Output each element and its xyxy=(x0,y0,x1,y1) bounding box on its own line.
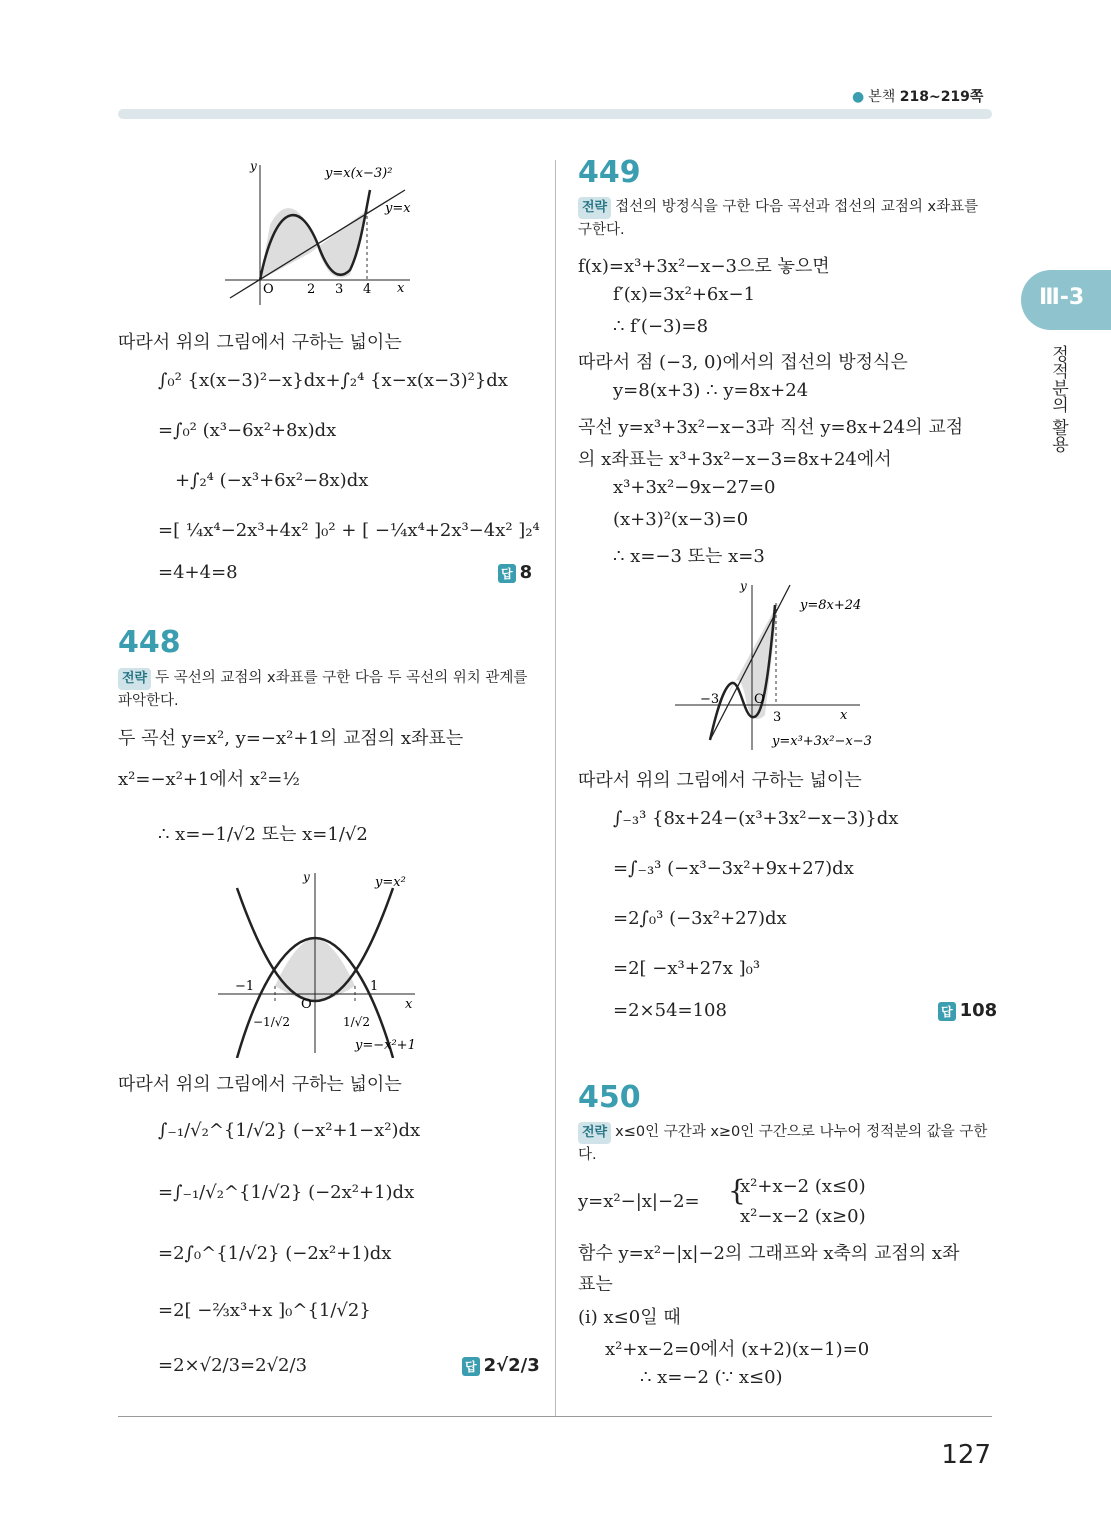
answer-value: 8 xyxy=(519,562,533,583)
strategy-text: 접선의 방정식을 구한 다음 곡선과 접선의 교점의 x좌표를 구한다. xyxy=(578,199,979,238)
p449-calc-1: ∫₋₃³ {8x+24−(x³+3x²−x−3)}dx xyxy=(613,808,899,829)
graph449-minus-three: −3 xyxy=(700,692,720,707)
graph448-x-axis: x xyxy=(405,997,413,1012)
p448-calc-4: =2[ −⅔x³+x ]₀^{1/√2} xyxy=(158,1300,371,1321)
strategy-tag: 전략 xyxy=(118,668,151,690)
graph449-y-axis: y xyxy=(740,579,747,593)
calc-447-4: =[ ¼x⁴−2x³+4x² ]₀² + [ −¼x⁴+2x³−4x² ]₂⁴ xyxy=(158,520,540,541)
p449-line-10: ∴ x=−3 또는 x=3 xyxy=(613,546,765,567)
p449-line-4: 따라서 점 (−3, 0)에서의 접선의 방정식은 xyxy=(578,352,908,373)
intro-448: 따라서 위의 그림에서 구하는 넓이는 xyxy=(118,1074,402,1095)
graph1-line-label: y=x xyxy=(385,201,411,216)
graph448-minus-one: −1 xyxy=(235,979,255,994)
p450-piece-lhs: y=x²−|x|−2= xyxy=(578,1191,700,1212)
chapter-label: Ⅲ-3 xyxy=(1039,285,1085,310)
strategy-tag: 전략 xyxy=(578,1122,611,1144)
graph448-origin: O xyxy=(301,997,312,1012)
graph449-origin: O xyxy=(754,692,765,707)
graph449-plus-three: 3 xyxy=(773,710,782,725)
brace: { xyxy=(728,1174,746,1207)
graph1-curve-label: y=x(x−3)² xyxy=(325,166,393,181)
p450-piece-1: x²+x−2 (x≤0) xyxy=(740,1176,866,1197)
p449-line-7: 의 x좌표는 x³+3x²−x−3=8x+24에서 xyxy=(578,449,892,470)
answer-tag: 답 xyxy=(462,1357,480,1376)
graph1-tick-4: 4 xyxy=(363,282,372,297)
p449-line-5: y=8(x+3) ∴ y=8x+24 xyxy=(613,380,809,401)
calc-447-3: +∫₂⁴ (−x³+6x²−8x)dx xyxy=(175,470,369,491)
p449-line-1: f(x)=x³+3x²−x−3으로 놓으면 xyxy=(578,256,830,277)
answer-tag: 답 xyxy=(498,564,516,583)
answer-447 xyxy=(498,562,532,583)
answer-tag: 답 xyxy=(938,1002,956,1021)
graph-449 xyxy=(670,575,910,755)
graph-448 xyxy=(215,868,440,1058)
book-reference: ● 본책 218~219쪽 xyxy=(852,89,984,105)
p450-line-2: 표는 xyxy=(578,1274,613,1295)
answer-448 xyxy=(462,1355,540,1376)
p450-piece-2: x²−x−2 (x≥0) xyxy=(740,1206,866,1227)
answer-449 xyxy=(938,1000,997,1021)
column-divider xyxy=(555,160,556,1416)
graph448-plus-one: 1 xyxy=(370,979,379,994)
p448-line-3: ∴ x=−1/√2 또는 x=1/√2 xyxy=(158,824,368,845)
p449-calc-3: =2∫₀³ (−3x²+27)dx xyxy=(613,908,787,929)
calc-447-2: =∫₀² (x³−6x²+8x)dx xyxy=(158,420,337,441)
graph448-y-axis: y xyxy=(303,870,310,884)
book-pages: 218~219쪽 xyxy=(899,89,984,105)
intro-449: 따라서 위의 그림에서 구하는 넓이는 xyxy=(578,770,862,791)
calc-447-5: =4+4=8 xyxy=(158,562,238,583)
p450-line-5: ∴ x=−2 (∵ x≤0) xyxy=(640,1367,783,1388)
graph449-x-axis: x xyxy=(840,708,848,723)
p449-line-8: x³+3x²−9x−27=0 xyxy=(613,477,776,498)
p449-calc-5: =2×54=108 xyxy=(613,1000,727,1021)
chapter-title: 정적분의 활용 xyxy=(1048,345,1068,453)
graph448-bottom-label: y=−x²+1 xyxy=(355,1038,416,1053)
graph1-y-axis: y xyxy=(250,159,257,173)
p449-calc-4: =2[ −x³+27x ]₀³ xyxy=(613,958,761,979)
graph1-origin: O xyxy=(263,282,274,297)
problem-448-strategy xyxy=(118,667,536,712)
p450-line-4: x²+x−2=0에서 (x+2)(x−1)=0 xyxy=(605,1339,870,1360)
p449-line-2: f′(x)=3x²+6x−1 xyxy=(613,284,756,305)
strategy-text: x≤0인 구간과 x≥0인 구간으로 나누어 정적분의 값을 구한다. xyxy=(578,1124,988,1163)
p448-calc-1: ∫₋₁/√₂^{1/√2} (−x²+1−x²)dx xyxy=(158,1120,421,1141)
problem-450-number: 450 xyxy=(578,1080,641,1115)
graph448-minus-frac: −1/√2 xyxy=(253,1015,291,1029)
p449-calc-2: =∫₋₃³ (−x³−3x²+9x+27)dx xyxy=(613,858,854,879)
answer-value: 2√2/3 xyxy=(483,1355,540,1376)
graph-447 xyxy=(225,155,425,305)
graph448-plus-frac: 1/√2 xyxy=(343,1015,370,1029)
problem-448-number: 448 xyxy=(118,625,181,660)
book-label: 본책 xyxy=(868,89,896,105)
p450-line-1: 함수 y=x²−|x|−2의 그래프와 x축의 교점의 x좌 xyxy=(578,1243,960,1264)
strategy-tag: 전략 xyxy=(578,197,611,219)
graph449-line-label: y=8x+24 xyxy=(800,598,862,613)
p450-line-3: (i) x≤0일 때 xyxy=(578,1307,681,1328)
p448-calc-3: =2∫₀^{1/√2} (−2x²+1)dx xyxy=(158,1243,392,1264)
p448-line-2: x²=−x²+1에서 x²=½ xyxy=(118,769,300,790)
p449-line-6: 곡선 y=x³+3x²−x−3과 직선 y=8x+24의 교점 xyxy=(578,417,964,438)
calc-447-1: ∫₀² {x(x−3)²−x}dx+∫₂⁴ {x−x(x−3)²}dx xyxy=(158,370,508,391)
page-number: 127 xyxy=(941,1440,991,1470)
p448-calc-2: =∫₋₁/√₂^{1/√2} (−2x²+1)dx xyxy=(158,1182,415,1203)
answer-value: 108 xyxy=(959,1000,998,1021)
intro-447: 따라서 위의 그림에서 구하는 넓이는 xyxy=(118,332,402,353)
problem-450-strategy xyxy=(578,1121,996,1166)
graph449-curve-label: y=x³+3x²−x−3 xyxy=(772,734,872,749)
header-bar xyxy=(118,109,992,119)
problem-449-number: 449 xyxy=(578,155,641,190)
strategy-text: 두 곡선의 교점의 x좌표를 구한 다음 두 곡선의 위치 관계를 파악한다. xyxy=(118,670,528,709)
p448-line-1: 두 곡선 y=x², y=−x²+1의 교점의 x좌표는 xyxy=(118,728,464,749)
chapter-tab xyxy=(1021,270,1111,330)
p449-line-3: ∴ f′(−3)=8 xyxy=(613,316,709,337)
graph1-x-axis: x xyxy=(397,281,405,296)
problem-449-strategy xyxy=(578,196,996,241)
p449-line-9: (x+3)²(x−3)=0 xyxy=(613,509,749,530)
p448-calc-5: =2×√2/3=2√2/3 xyxy=(158,1355,308,1376)
graph1-tick-2: 2 xyxy=(307,282,316,297)
graph1-tick-3: 3 xyxy=(335,282,344,297)
bottom-rule xyxy=(118,1416,992,1417)
graph448-top-label: y=x² xyxy=(375,875,406,890)
